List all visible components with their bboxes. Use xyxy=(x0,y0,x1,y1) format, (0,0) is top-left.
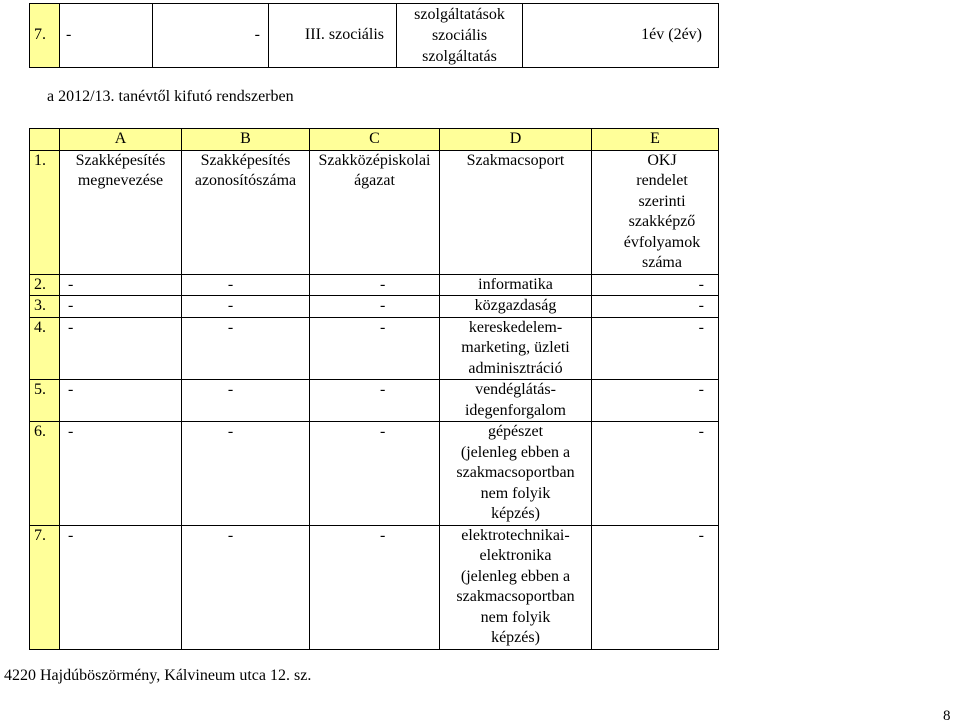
header-b xyxy=(182,150,310,274)
cell-d xyxy=(440,274,592,296)
header-line: megnevezése xyxy=(77,172,164,189)
cell-a: - xyxy=(60,296,182,318)
header-c xyxy=(310,150,440,274)
header-line: évfolyamok xyxy=(623,233,701,251)
cell-line: idegenforgalom xyxy=(464,401,566,419)
cell-line: informatika xyxy=(478,275,553,293)
transition-note: a 2012/13. tanévtől kifutó rendszerben xyxy=(47,88,294,105)
row-number: 7. xyxy=(30,4,60,68)
cell-a: - xyxy=(60,317,182,380)
cell-e: - xyxy=(592,296,719,318)
header-line: Szakképesítés xyxy=(75,151,166,169)
table-row xyxy=(30,525,719,649)
cell-a: - xyxy=(60,525,182,649)
cell-line: szakmacsoportban xyxy=(456,588,575,605)
header-line: ágazat xyxy=(354,172,395,189)
header-line: szerinti xyxy=(638,192,686,210)
cell-line: (jelenleg ebben a xyxy=(460,567,571,585)
cell-d xyxy=(397,4,523,68)
cell-c: III. szociális xyxy=(269,4,397,68)
cell-e: - xyxy=(592,525,719,649)
header-line: Szakmacsoport xyxy=(466,151,565,169)
cell-line: kereskedelem- xyxy=(468,318,563,336)
header-line: azonosítószáma xyxy=(194,172,297,189)
cell-c: - xyxy=(310,317,440,380)
cell-d xyxy=(440,296,592,318)
cell-d xyxy=(440,380,592,422)
header-line: szakképző xyxy=(628,213,696,230)
table-row xyxy=(30,4,719,68)
cell-e: - xyxy=(592,317,719,380)
cell-d xyxy=(440,525,592,649)
table-row xyxy=(30,317,719,380)
cell-line: vendéglátás- xyxy=(475,381,556,398)
cell-e: 1év (2év) xyxy=(523,4,719,68)
cell-b: - xyxy=(182,296,310,318)
footer-address: 4220 Hajdúböszörmény, Kálvineum utca 12. sz. xyxy=(4,667,312,684)
row-number: 3. xyxy=(30,296,60,318)
cell-line: képzés) xyxy=(491,505,540,522)
cell-a: - xyxy=(60,274,182,296)
row-number: 5. xyxy=(30,380,60,422)
cell-line: nem folyik xyxy=(480,484,551,502)
column-letter-row xyxy=(30,129,719,151)
header-line: Szakképesítés xyxy=(200,151,291,169)
header-d xyxy=(440,150,592,274)
table-row xyxy=(30,274,719,296)
cell-c: - xyxy=(310,380,440,422)
cell-line: marketing, üzleti xyxy=(461,339,570,356)
header-line: OKJ xyxy=(647,151,677,169)
cell-line: szolgáltatás xyxy=(422,48,497,65)
row-number: 4. xyxy=(30,317,60,380)
cell-line: nem folyik xyxy=(480,608,551,626)
cell-b: - xyxy=(153,4,269,68)
cell-b: - xyxy=(182,317,310,380)
cell-e: - xyxy=(592,274,719,296)
header-line: Szakközépiskolai xyxy=(318,151,431,169)
cell-line: gépészet xyxy=(487,423,544,440)
row-number: 1. xyxy=(30,150,60,274)
top-continuation-table xyxy=(29,3,719,68)
cell-b: - xyxy=(182,422,310,526)
cell-line: elektrotechnikai- xyxy=(461,526,570,544)
cell-a: - xyxy=(60,422,182,526)
cell-line: elektronika xyxy=(479,547,552,564)
cell-line: (jelenleg ebben a xyxy=(460,443,571,461)
page-number: 8 xyxy=(943,708,951,724)
cell-d xyxy=(440,422,592,526)
cell-line: közgazdaság xyxy=(474,297,557,314)
cell-c: - xyxy=(310,422,440,526)
header-line: rendelet xyxy=(636,172,688,189)
cell-b: - xyxy=(182,525,310,649)
cell-c: - xyxy=(310,274,440,296)
header-a xyxy=(60,150,182,274)
corner-cell xyxy=(30,129,60,151)
column-letter: B xyxy=(182,129,310,151)
cell-e: - xyxy=(592,422,719,526)
table-row xyxy=(30,422,719,526)
cell-line: adminisztráció xyxy=(468,359,563,377)
qualification-table xyxy=(29,128,719,650)
cell-line: szolgáltatások xyxy=(414,6,505,23)
table-row xyxy=(30,296,719,318)
row-number: 6. xyxy=(30,422,60,526)
column-letter: D xyxy=(440,129,592,151)
table-row xyxy=(30,380,719,422)
header-line: száma xyxy=(642,254,682,271)
column-letter: E xyxy=(592,129,719,151)
cell-line: szociális xyxy=(431,27,488,44)
cell-line: képzés) xyxy=(491,629,540,646)
cell-b: - xyxy=(182,274,310,296)
cell-c: - xyxy=(310,525,440,649)
cell-e: - xyxy=(592,380,719,422)
row-number: 7. xyxy=(30,525,60,649)
row-number: 2. xyxy=(30,274,60,296)
cell-line: szakmacsoportban xyxy=(456,464,575,481)
cell-b: - xyxy=(182,380,310,422)
cell-a: - xyxy=(60,380,182,422)
column-letter: A xyxy=(60,129,182,151)
column-letter: C xyxy=(310,129,440,151)
cell-c: - xyxy=(310,296,440,318)
header-e xyxy=(592,150,719,274)
header-row xyxy=(30,150,719,274)
cell-a: - xyxy=(60,4,153,68)
cell-d xyxy=(440,317,592,380)
